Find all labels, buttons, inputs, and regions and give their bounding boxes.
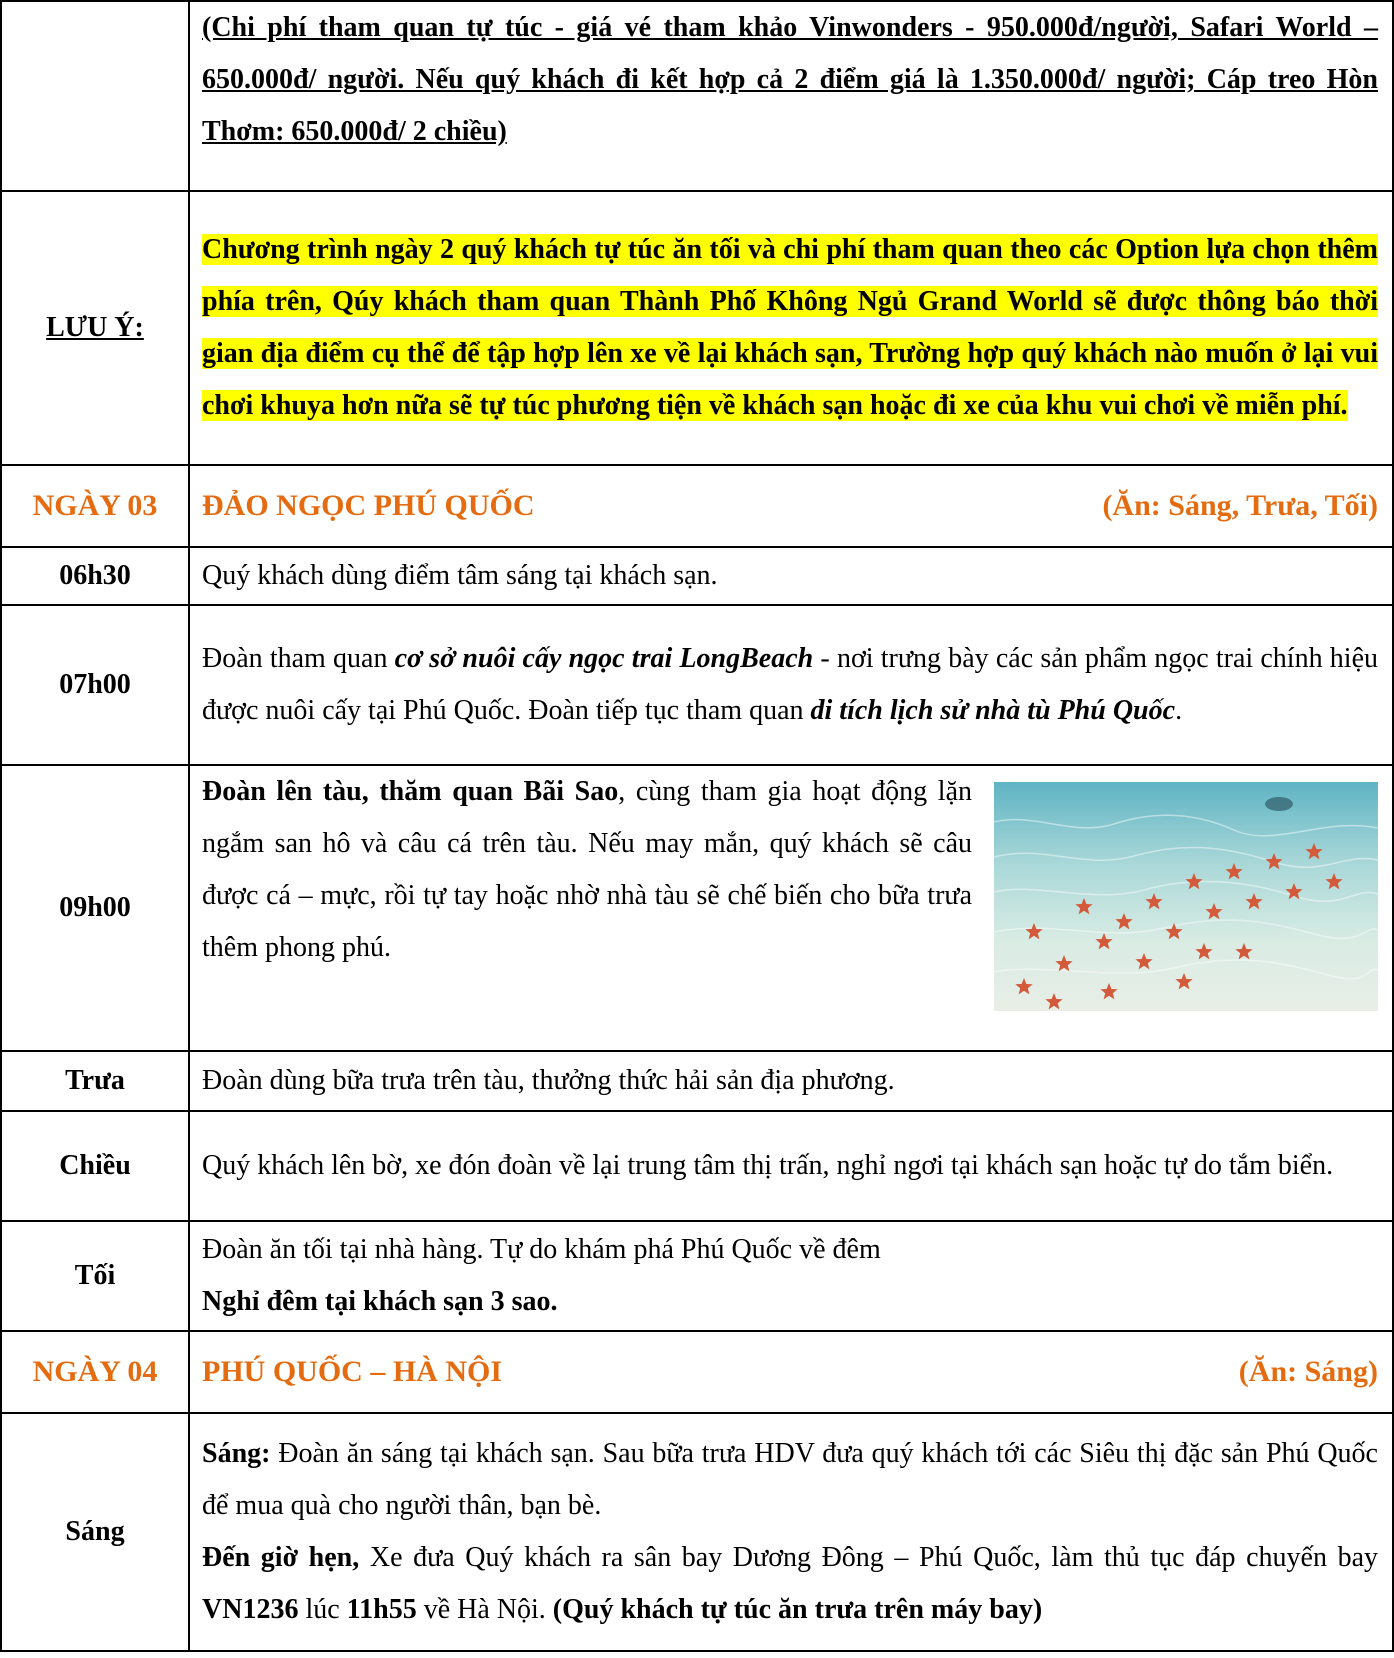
bai-sao-heading: Đoàn lên tàu, thăm quan Bãi Sao: [202, 776, 619, 807]
activity-cell: [189, 765, 1393, 1051]
note-label: LƯU Ý:: [46, 312, 144, 343]
activity-cell: [189, 1413, 1393, 1651]
activity-text: - nơi trưng bày các sản phẩm ngọc trai chính hiệu được nuôi cấy tại Phú Quốc. Đoàn tiếp tục tham quan: [202, 643, 1378, 726]
day-header-row: [1, 1331, 1393, 1413]
activity-text: Đoàn ăn tối tại nhà hàng. Tự do khám phá Phú Quốc về đêm: [202, 1234, 881, 1265]
day3-label: NGÀY 03: [32, 489, 158, 522]
departure-lead: Đến giờ hẹn,: [202, 1542, 360, 1573]
activity-text: lúc: [298, 1594, 347, 1625]
pearl-farm-name: cơ sở nuôi cấy ngọc trai LongBeach: [394, 643, 814, 674]
note-text: Chương trình ngày 2 quý khách tự túc ăn tối và chi phí tham quan theo các Option lựa chọn thêm phía trên, Qúy khách tham quan Thành Phố Không Ngủ Grand World sẽ được thông báo thời gian địa điểm cụ thể để tập hợp lên xe về lại khách sạn, Trường hợp quý khách nào muốn ở lại vui chơi khuya hơn nữa sẽ tự túc phương tiện về khách sạn hoặc đi xe của khu vui chơi về miễn phí.: [202, 234, 1378, 421]
time-cell: [1, 765, 189, 1051]
activity-text: .: [1175, 695, 1183, 726]
starfish-beach-image: [994, 782, 1378, 1011]
day4-label-cell: [1, 1331, 189, 1413]
table-row: [1, 1051, 1393, 1111]
activity-cell: [189, 1111, 1393, 1221]
activity-cell: [189, 605, 1393, 765]
lunch-note: (Quý khách tự túc ăn trưa trên máy bay): [552, 1594, 1043, 1625]
empty-label-cell: [1, 1, 189, 191]
day3-title-cell: [189, 465, 1393, 547]
day-header-row: [1, 465, 1393, 547]
departure-paragraph: [202, 1532, 1378, 1636]
time-label: 06h30: [59, 560, 131, 591]
activity-cell: [189, 547, 1393, 605]
day4-label: NGÀY 04: [32, 1355, 158, 1388]
table-row: [1, 605, 1393, 765]
table-row: [1, 765, 1393, 1051]
time-label: Chiều: [59, 1150, 131, 1181]
activity-text: Xe đưa Quý khách ra sân bay Dương Đông – Phú Quốc, làm thủ tục đáp chuyến bay: [359, 1542, 1379, 1573]
morning-paragraph: [202, 1428, 1378, 1532]
time-cell: [1, 547, 189, 605]
time-label: Trưa: [65, 1065, 125, 1096]
cost-note-cell: [189, 1, 1393, 191]
day3-title: ĐẢO NGỌC PHÚ QUỐC: [202, 489, 535, 522]
table-row: [1, 1, 1393, 191]
time-cell: [1, 1413, 189, 1651]
day4-title: PHÚ QUỐC – HÀ NỘI: [202, 1355, 502, 1388]
table-row: [1, 547, 1393, 605]
cost-note-text: (Chi phí tham quan tự túc - giá vé tham khảo Vinwonders - 950.000đ/người, Safari World – 650.000đ/ người. Nếu quý khách đi kết hợp cả 2 điểm giá là 1.350.000đ/ người; Cáp treo Hòn Thơm: 650.000đ/ 2 chiều): [202, 12, 1378, 147]
activity-text: Đoàn dùng bữa trưa trên tàu, thưởng thức hải sản địa phương.: [202, 1065, 895, 1096]
activity-cell: [189, 1221, 1393, 1331]
note-label-cell: [1, 191, 189, 465]
day3-label-cell: [1, 465, 189, 547]
overnight-note: Nghỉ đêm tại khách sạn 3 sao.: [202, 1286, 558, 1317]
time-cell: [1, 605, 189, 765]
flight-number: VN1236: [202, 1594, 299, 1625]
time-cell: [1, 1051, 189, 1111]
time-label: Tối: [74, 1260, 116, 1291]
activity-text: Đoàn tham quan: [202, 643, 395, 674]
activity-text: về Hà Nội.: [416, 1594, 553, 1625]
table-row: [1, 191, 1393, 465]
table-row: [1, 1221, 1393, 1331]
time-cell: [1, 1221, 189, 1331]
time-label: 07h00: [59, 669, 131, 700]
activity-text: , cùng tham gia hoạt động lặn ngắm san hô và câu cá trên tàu. Nếu may mắn, quý khách sẽ câu được cá – mực, rồi tự tay hoặc nhờ nhà tàu sẽ chế biến cho bữa trưa thêm phong phú.: [202, 776, 972, 963]
activity-text: Đoàn ăn sáng tại khách sạn. Sau bữa trưa HDV đưa quý khách tới các Siêu thị đặc sản Phú Quốc để mua quà cho người thân, bạn bè.: [202, 1438, 1378, 1521]
morning-lead: Sáng:: [202, 1438, 271, 1469]
activity-cell: [189, 1051, 1393, 1111]
table-row: [1, 1413, 1393, 1651]
flight-time: 11h55: [346, 1594, 417, 1625]
table-row: [1, 1111, 1393, 1221]
time-label: Sáng: [65, 1516, 125, 1547]
day3-meals: (Ăn: Sáng, Trưa, Tối): [1102, 489, 1378, 522]
day4-meals: (Ăn: Sáng): [1238, 1355, 1378, 1388]
prison-site-name: di tích lịch sử nhà tù Phú Quốc: [810, 695, 1176, 726]
activity-text: Quý khách lên bờ, xe đón đoàn về lại trung tâm thị trấn, nghỉ ngơi tại khách sạn hoặc tự do tắm biển.: [202, 1150, 1334, 1181]
time-cell: [1, 1111, 189, 1221]
note-cell: [189, 191, 1393, 465]
time-label: 09h00: [59, 892, 131, 923]
day4-title-cell: [189, 1331, 1393, 1413]
activity-text: Quý khách dùng điểm tâm sáng tại khách sạn.: [202, 560, 718, 591]
